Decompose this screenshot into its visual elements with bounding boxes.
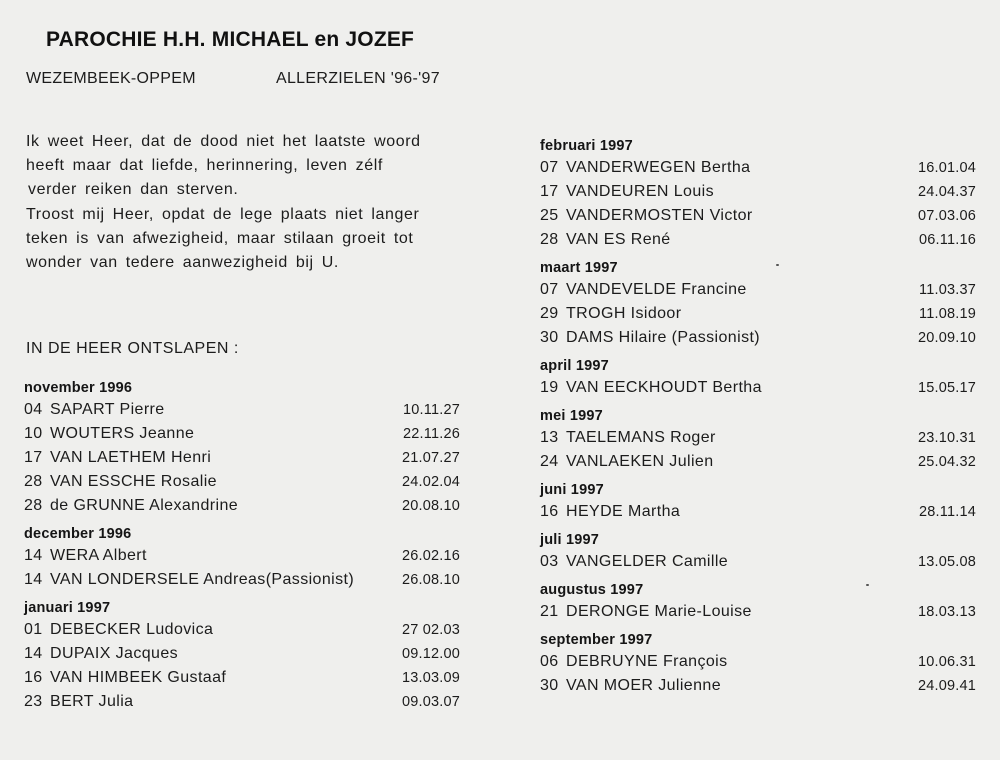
deceased-name: VANDEVELDE Francine	[566, 281, 747, 298]
deceased-name: HEYDE Martha	[566, 503, 681, 520]
birth-date: 23.10.31	[917, 430, 976, 446]
deceased-name: DEBRUYNE François	[566, 653, 728, 670]
death-day: 28	[540, 231, 559, 248]
month-heading: september 1997	[540, 632, 653, 648]
death-day: 28	[24, 473, 43, 490]
deceased-name: DUPAIX Jacques	[50, 645, 179, 662]
list-heading: IN DE HEER ONTSLAPEN :	[26, 340, 239, 357]
deceased-name: VANDERMOSTEN Victor	[566, 207, 753, 224]
birth-date: 28.11.14	[919, 504, 976, 520]
paper-speck	[866, 584, 869, 586]
list-item	[24, 690, 460, 714]
birth-date: 20.08.10	[401, 498, 460, 514]
list-item	[540, 426, 976, 450]
deceased-name: VAN MOER Julienne	[566, 677, 722, 694]
list-item	[24, 494, 460, 518]
deceased-name: BERT Julia	[50, 693, 134, 710]
deceased-name: DEBECKER Ludovica	[50, 621, 214, 638]
deceased-name: VANDEUREN Louis	[566, 183, 714, 200]
death-day: 03	[540, 553, 559, 570]
deceased-name: VANDERWEGEN Bertha	[566, 159, 751, 176]
list-item	[540, 600, 976, 624]
birth-date: 06.11.16	[919, 232, 976, 248]
list-item	[540, 156, 976, 180]
death-day: 13	[540, 429, 559, 446]
deceased-name: VAN EECKHOUDT Bertha	[566, 379, 762, 396]
death-day: 30	[540, 677, 559, 694]
birth-date: 25.04.32	[917, 454, 976, 470]
death-day: 30	[540, 329, 559, 346]
right-column	[540, 136, 976, 698]
deceased-name: VANGELDER Camille	[566, 553, 729, 570]
birth-date: 26.02.16	[401, 548, 460, 564]
left-column	[24, 378, 460, 714]
birth-date: 24.02.04	[401, 474, 460, 490]
occasion-label: ALLERZIELEN '96-'97	[276, 70, 440, 87]
list-item	[540, 302, 976, 326]
prayer-line: Troost mij Heer, opdat de lege plaats niet langer	[26, 205, 420, 223]
list-item	[540, 228, 976, 252]
birth-date: 20.09.10	[917, 330, 976, 346]
list-item	[24, 422, 460, 446]
month-heading: mei 1997	[540, 408, 603, 424]
month-heading: juli 1997	[540, 532, 600, 548]
death-day: 04	[24, 401, 43, 418]
deceased-name: VANLAEKEN Julien	[566, 453, 714, 470]
death-day: 07	[540, 159, 559, 176]
deceased-name: VAN LONDERSELE Andreas(Passionist)	[50, 571, 355, 588]
birth-date: 10.11.27	[403, 402, 460, 418]
list-item	[24, 470, 460, 494]
death-day: 23	[24, 693, 43, 710]
death-day: 14	[24, 547, 43, 564]
list-item	[24, 618, 460, 642]
month-heading: januari 1997	[24, 600, 111, 616]
birth-date: 09.12.00	[401, 646, 460, 662]
birth-date: 13.03.09	[401, 670, 460, 686]
list-item	[540, 674, 976, 698]
deceased-name: VAN ESSCHE Rosalie	[50, 473, 217, 490]
death-day: 06	[540, 653, 559, 670]
month-heading: maart 1997	[540, 260, 618, 276]
list-item	[540, 204, 976, 228]
prayer-line: wonder van tedere aanwezigheid bij U.	[26, 254, 339, 272]
prayer-line: teken is van afwezigheid, maar stilaan groeit tot	[26, 229, 414, 247]
list-item	[24, 398, 460, 422]
prayer-text	[26, 130, 466, 275]
birth-date: 13.05.08	[917, 554, 976, 570]
birth-date: 10.06.31	[917, 654, 976, 670]
month-heading: juni 1997	[540, 482, 604, 498]
prayer-line: verder reiken dan sterven.	[28, 181, 239, 199]
death-day: 25	[540, 207, 559, 224]
list-item	[540, 326, 976, 350]
list-item	[540, 376, 976, 400]
birth-date: 24.04.37	[917, 184, 976, 200]
list-item	[540, 278, 976, 302]
death-day: 10	[24, 425, 43, 442]
birth-date: 21.07.27	[401, 450, 460, 466]
paper-speck	[776, 264, 779, 266]
deceased-name: VAN HIMBEEK Gustaaf	[50, 669, 227, 686]
prayer-line: heeft maar dat liefde, herinnering, leven zélf	[26, 157, 383, 175]
list-item	[540, 650, 976, 674]
death-day: 01	[24, 621, 43, 638]
deceased-name: TROGH Isidoor	[566, 305, 682, 322]
list-item	[24, 544, 460, 568]
list-item	[540, 450, 976, 474]
birth-date: 26.08.10	[401, 572, 460, 588]
deceased-name: de GRUNNE Alexandrine	[50, 497, 239, 514]
list-item	[540, 180, 976, 204]
death-day: 28	[24, 497, 43, 514]
month-heading: april 1997	[540, 358, 609, 374]
birth-date: 22.11.26	[403, 426, 460, 442]
list-item	[540, 500, 976, 524]
birth-date: 07.03.06	[917, 208, 976, 224]
list-item	[24, 568, 460, 592]
birth-date: 11.03.37	[919, 282, 976, 298]
list-item	[24, 642, 460, 666]
list-item	[24, 666, 460, 690]
month-heading: augustus 1997	[540, 582, 644, 598]
death-day: 17	[24, 449, 43, 466]
list-item	[540, 550, 976, 574]
birth-date: 15.05.17	[917, 380, 976, 396]
deceased-name: VAN LAETHEM Henri	[50, 449, 212, 466]
death-day: 07	[540, 281, 559, 298]
birth-date: 09.03.07	[401, 694, 460, 710]
prayer-line: Ik weet Heer, dat de dood niet het laatste woord	[26, 133, 421, 150]
month-heading: november 1996	[24, 380, 133, 396]
death-day: 17	[540, 183, 559, 200]
month-heading: februari 1997	[540, 138, 633, 154]
birth-date: 18.03.13	[917, 604, 976, 620]
list-item	[24, 446, 460, 470]
death-day: 29	[540, 305, 559, 322]
death-day: 16	[540, 503, 559, 520]
deceased-name: WOUTERS Jeanne	[50, 425, 195, 442]
death-day: 14	[24, 571, 43, 588]
birth-date: 11.08.19	[919, 306, 976, 322]
parish-title: PAROCHIE H.H. MICHAEL en JOZEF	[46, 28, 415, 51]
deceased-name: VAN ES René	[566, 231, 671, 248]
death-day: 19	[540, 379, 559, 396]
month-heading: december 1996	[24, 526, 132, 542]
death-day: 16	[24, 669, 43, 686]
birth-date: 24.09.41	[917, 678, 976, 694]
deceased-name: SAPART Pierre	[50, 401, 165, 418]
deceased-name: DAMS Hilaire (Passionist)	[566, 329, 761, 346]
birth-date: 27 02.03	[401, 622, 460, 638]
birth-date: 16.01.04	[917, 160, 976, 176]
death-day: 24	[540, 453, 559, 470]
deceased-name: WERA Albert	[50, 547, 147, 564]
death-day: 21	[540, 603, 559, 620]
place-name: WEZEMBEEK-OPPEM	[26, 70, 196, 87]
deceased-name: DERONGE Marie-Louise	[566, 603, 752, 620]
deceased-name: TAELEMANS Roger	[566, 429, 716, 446]
death-day: 14	[24, 645, 43, 662]
